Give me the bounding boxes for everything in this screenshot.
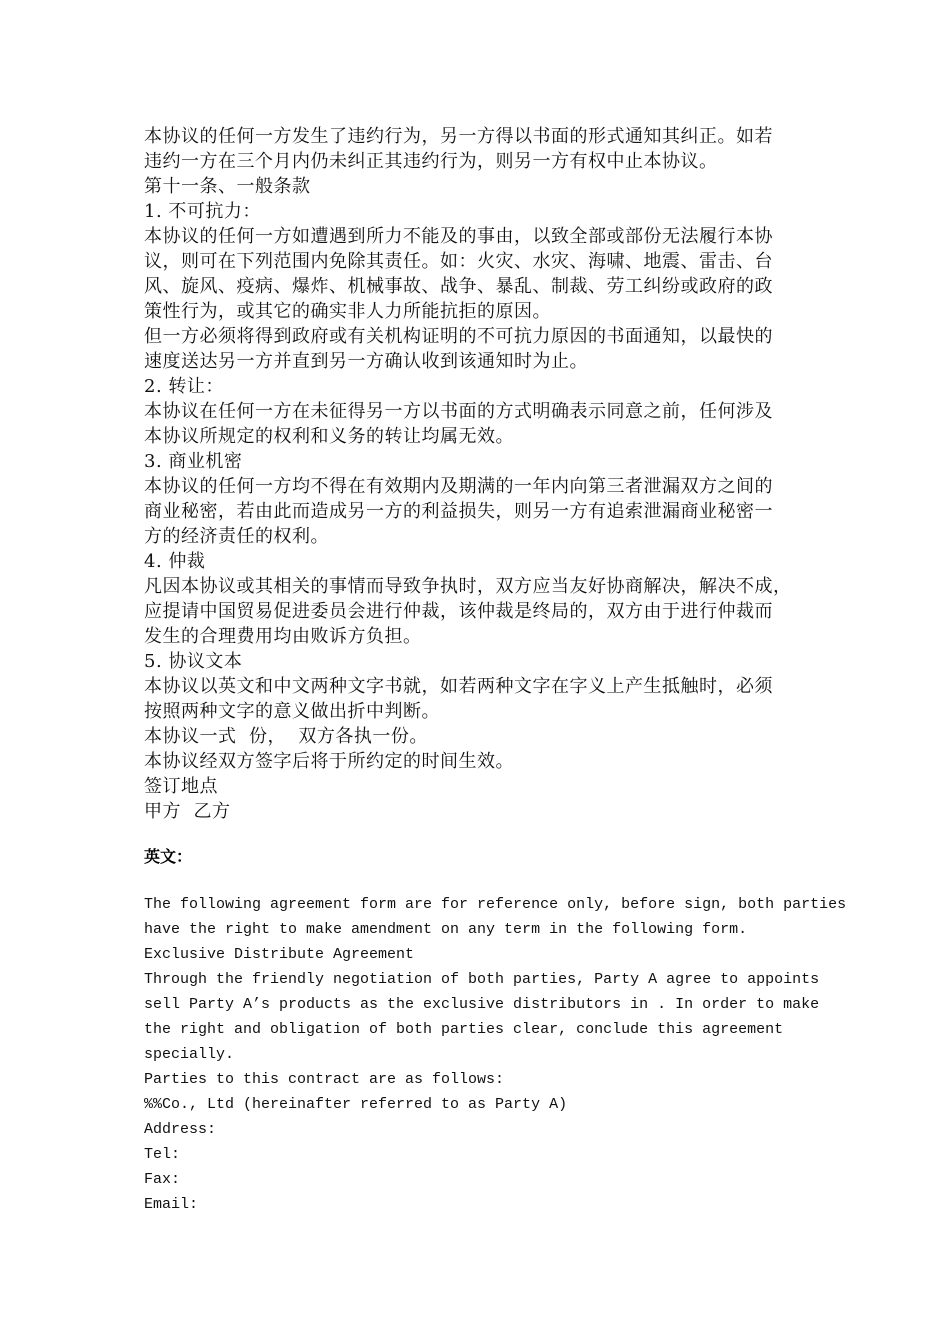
paragraph-line: 策性行为，或其它的确实非人力所能抗拒的原因。 [144,301,551,322]
english-section-heading: 英文： [144,847,193,866]
clause-heading-arbitration: 4. 仲裁 [144,551,206,572]
paragraph-line: 速度送达另一方并直到另一方确认收到该通知时为止。 [144,351,588,372]
paragraph-line: 本协议经双方签字后将于所约定的时间生效。 [144,751,514,772]
paragraph-line: 本协议的任何一方均不得在有效期内及期满的一年内向第三者泄漏双方之间的 [144,476,773,497]
paragraph-line: 本协议在任何一方在未征得另一方以书面的方式明确表示同意之前，任何涉及 [144,401,773,422]
paragraph-line: 本协议的任何一方如遭遇到所力不能及的事由，以致全部或部份无法履行本协 [144,226,773,247]
paragraph-line: have the right to make amendment on any term in the following form. [144,921,748,938]
tel-label: Tel: [144,1146,181,1163]
paragraph-line: 按照两种文字的意义做出折中判断。 [144,701,440,722]
paragraph-line: 本协议的任何一方发生了违约行为，另一方得以书面的形式通知其纠正。如若 [144,126,773,147]
party-labels: 甲方 乙方 [144,801,231,822]
email-label: Email: [144,1196,199,1213]
paragraph-line: 本协议一式 份， 双方各执一份。 [144,726,428,747]
paragraph-line: 发生的合理费用均由败诉方负担。 [144,626,422,647]
address-label: Address: [144,1121,217,1138]
article-heading: 第十一条、一般条款 [144,176,311,197]
party-a-line: %%Co., Ltd (hereinafter referred to as Party A) [144,1096,568,1113]
chinese-terms-section [144,124,824,824]
english-terms-section [144,892,847,1217]
paragraph-line: 议，则可在下列范围内免除其责任。如：火灾、水灾、海啸、地震、雷击、台 [144,251,773,272]
clause-heading-agreement-text: 5. 协议文本 [144,651,243,672]
paragraph-line: 应提请中国贸易促进委员会进行仲裁，该仲裁是终局的，双方由于进行仲裁而 [144,601,773,622]
paragraph-line: The following agreement form are for reference only, before sign, both parties [144,896,847,913]
paragraph-line: Parties to this contract are as follows: [144,1071,505,1088]
paragraph-line: 风、旋风、疫病、爆炸、机械事故、战争、暴乱、制裁、劳工纠纷或政府的政 [144,276,773,297]
clause-heading-assignment: 2. 转让： [144,376,224,397]
agreement-title: Exclusive Distribute Agreement [144,946,415,963]
paragraph-line: 但一方必须将得到政府或有关机构证明的不可抗力原因的书面通知，以最快的 [144,326,773,347]
paragraph-line: sell Party A’s products as the exclusive distributors in . In order to make [144,996,820,1013]
paragraph-line: 商业秘密，若由此而造成另一方的利益损失，则另一方有追索泄漏商业秘密一 [144,501,773,522]
paragraph-line: specially. [144,1046,235,1063]
paragraph-line: the right and obligation of both parties clear, conclude this agreement [144,1021,784,1038]
clause-heading-force-majeure: 1. 不可抗力： [144,201,261,222]
clause-heading-trade-secrets: 3. 商业机密 [144,451,243,472]
paragraph-line: 违约一方在三个月内仍未纠正其违约行为，则另一方有权中止本协议。 [144,151,718,172]
paragraph-line: 方的经济责任的权利。 [144,526,329,547]
paragraph-line: 本协议以英文和中文两种文字书就，如若两种文字在字义上产生抵触时，必须 [144,676,773,697]
paragraph-line: 本协议所规定的权利和义务的转让均属无效。 [144,426,514,447]
paragraph-line: Through the friendly negotiation of both parties, Party A agree to appoints [144,971,820,988]
fax-label: Fax: [144,1171,181,1188]
signing-place-label: 签订地点 [144,776,218,797]
paragraph-line: 凡因本协议或其相关的事情而导致争执时，双方应当友好协商解决，解决不成， [144,576,792,597]
